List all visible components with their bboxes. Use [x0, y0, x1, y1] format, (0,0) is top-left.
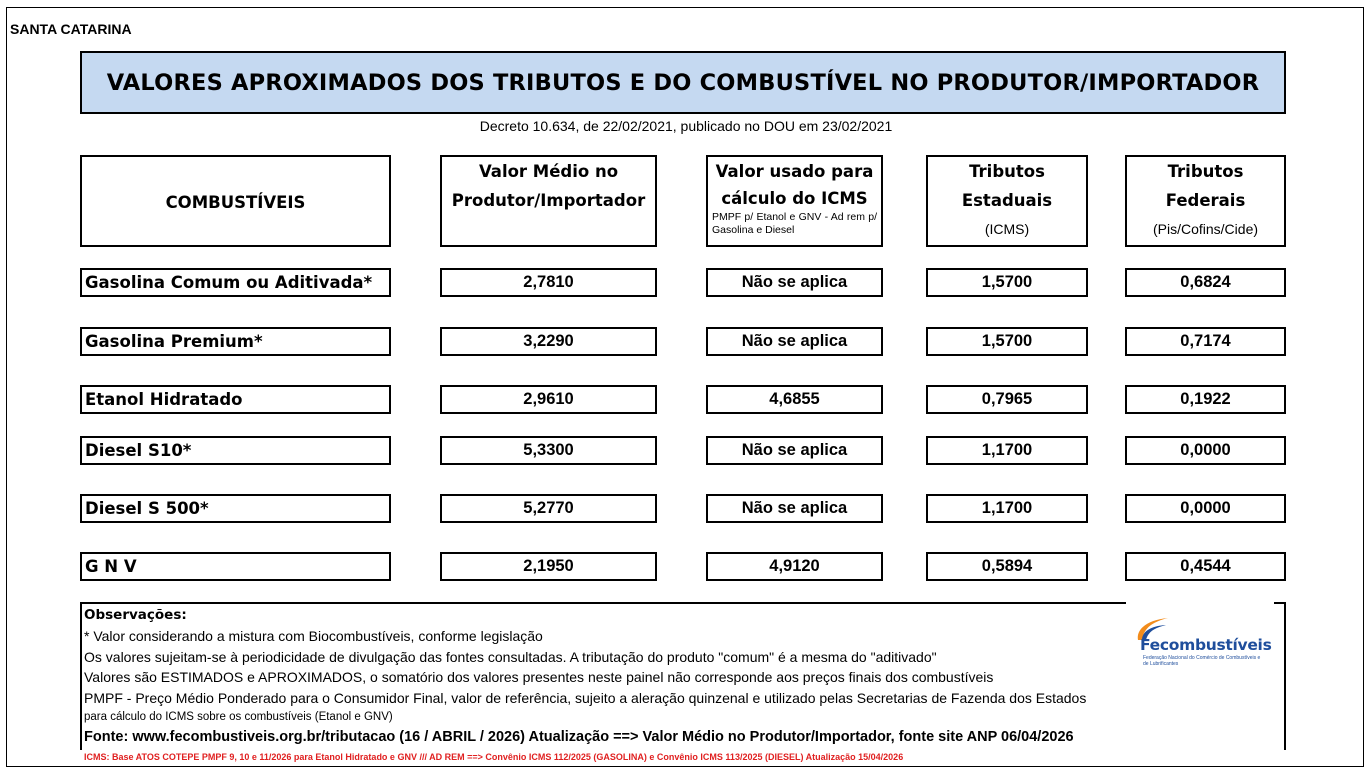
header-icms-base	[706, 155, 883, 247]
header-state-tax	[926, 155, 1088, 247]
header-federal-line1: Tributos	[1167, 162, 1244, 181]
row-icms-base: Não se aplica	[706, 327, 883, 356]
decree-note: Decreto 10.634, de 22/02/2021, publicado no DOU em 23/02/2021	[479, 118, 893, 134]
observations-border	[1274, 602, 1286, 604]
observation-line: para cálculo do ICMS sobre os combustíveis (Etanol e GNV)	[84, 711, 393, 723]
observation-line: Os valores sujeitam-se à periodicidade de divulgação das fontes consultadas. A tributação do produto "comum" é a mesma do "aditivado"	[84, 649, 937, 665]
row-federal-tax: 0,7174	[1125, 327, 1286, 356]
header-state-line1: Tributos	[969, 162, 1045, 181]
row-fuel-name: Gasolina Premium*	[80, 327, 391, 356]
row-state-tax: 0,7965	[926, 385, 1088, 414]
row-fuel-name: Gasolina Comum ou Aditivada*	[80, 268, 391, 297]
observations-title: Observações:	[84, 607, 187, 623]
row-avg-value: 2,1950	[440, 552, 657, 581]
row-icms-base: 4,6855	[706, 385, 883, 414]
header-icms-line1: Valor usado para	[715, 162, 874, 181]
state-label: SANTA CATARINA	[10, 21, 132, 37]
row-icms-base: Não se aplica	[706, 268, 883, 297]
header-federal-unit: (Pis/Cofins/Cide)	[1152, 221, 1259, 237]
logo-subtitle: Federação Nacional do Comércio de Combustíveis e de Lubrificantes	[1143, 655, 1261, 667]
row-federal-tax: 0,6824	[1125, 268, 1286, 297]
row-state-tax: 1,5700	[926, 327, 1088, 356]
fecombustiveis-logo	[1130, 616, 1270, 670]
row-federal-tax: 0,1922	[1125, 385, 1286, 414]
row-federal-tax: 0,0000	[1125, 494, 1286, 523]
header-icms-note: PMPF p/ Etanol e GNV - Ad rem p/ Gasolina e Diesel	[712, 211, 877, 236]
row-federal-tax: 0,4544	[1125, 552, 1286, 581]
source-line: Fonte: www.fecombustiveis.org.br/tributacao (16 / ABRIL / 2026) Atualização ==> Valor Médio no Produtor/Importador, fonte site ANP 06/04/2026	[84, 729, 1074, 745]
row-avg-value: 5,3300	[440, 436, 657, 465]
observation-line: * Valor considerando a mistura com Biocombustíveis, conforme legislação	[84, 628, 543, 644]
header-avg-line2: Produtor/Importador	[451, 191, 646, 210]
row-icms-base: Não se aplica	[706, 436, 883, 465]
row-state-tax: 1,5700	[926, 268, 1088, 297]
row-avg-value: 5,2770	[440, 494, 657, 523]
row-fuel-name: G N V	[80, 552, 391, 581]
row-avg-value: 2,7810	[440, 268, 657, 297]
header-state-line2: Estaduais	[961, 191, 1053, 210]
row-icms-base: 4,9120	[706, 552, 883, 581]
header-fuels-label: COMBUSTÍVEIS	[165, 193, 306, 212]
title-banner	[80, 51, 1286, 114]
header-avg-value	[440, 155, 657, 247]
row-fuel-name: Diesel S10*	[80, 436, 391, 465]
row-fuel-name: Etanol Hidratado	[80, 385, 391, 414]
observation-line: PMPF - Preço Médio Ponderado para o Consumidor Final, valor de referência, sujeito a aleração quinzenal e utilizado pelas Secretarias de Fazenda dos Estados	[84, 690, 1087, 706]
row-avg-value: 3,2290	[440, 327, 657, 356]
row-state-tax: 1,1700	[926, 436, 1088, 465]
page-title: VALORES APROXIMADOS DOS TRIBUTOS E DO COMBUSTÍVEL NO PRODUTOR/IMPORTADOR	[106, 69, 1260, 96]
row-fuel-name: Diesel S 500*	[80, 494, 391, 523]
row-federal-tax: 0,0000	[1125, 436, 1286, 465]
header-federal-tax	[1125, 155, 1286, 247]
header-avg-line1: Valor Médio no	[478, 162, 619, 181]
row-icms-base: Não se aplica	[706, 494, 883, 523]
observations-border	[80, 602, 1126, 604]
header-icms-line2: cálculo do ICMS	[721, 189, 868, 208]
header-federal-line2: Federais	[1165, 191, 1246, 210]
logo-name: Fecombustíveis	[1140, 636, 1272, 654]
row-avg-value: 2,9610	[440, 385, 657, 414]
icms-footer-note: ICMS: Base ATOS COTEPE PMPF 9, 10 e 11/2026 para Etanol Hidratado e GNV /// AD REM ==> Convênio ICMS 112/2025 (GASOLINA) e Convênio ICMS 113/2025 (DIESEL) Atualização 15/04/2026	[84, 752, 904, 762]
row-state-tax: 1,1700	[926, 494, 1088, 523]
header-state-unit: (ICMS)	[984, 221, 1030, 237]
header-fuels	[80, 155, 391, 247]
observation-line: Valores são ESTIMADOS e APROXIMADOS, o somatório dos valores presentes neste painel não corresponde aos preços finais dos combustíveis	[84, 669, 994, 685]
row-state-tax: 0,5894	[926, 552, 1088, 581]
